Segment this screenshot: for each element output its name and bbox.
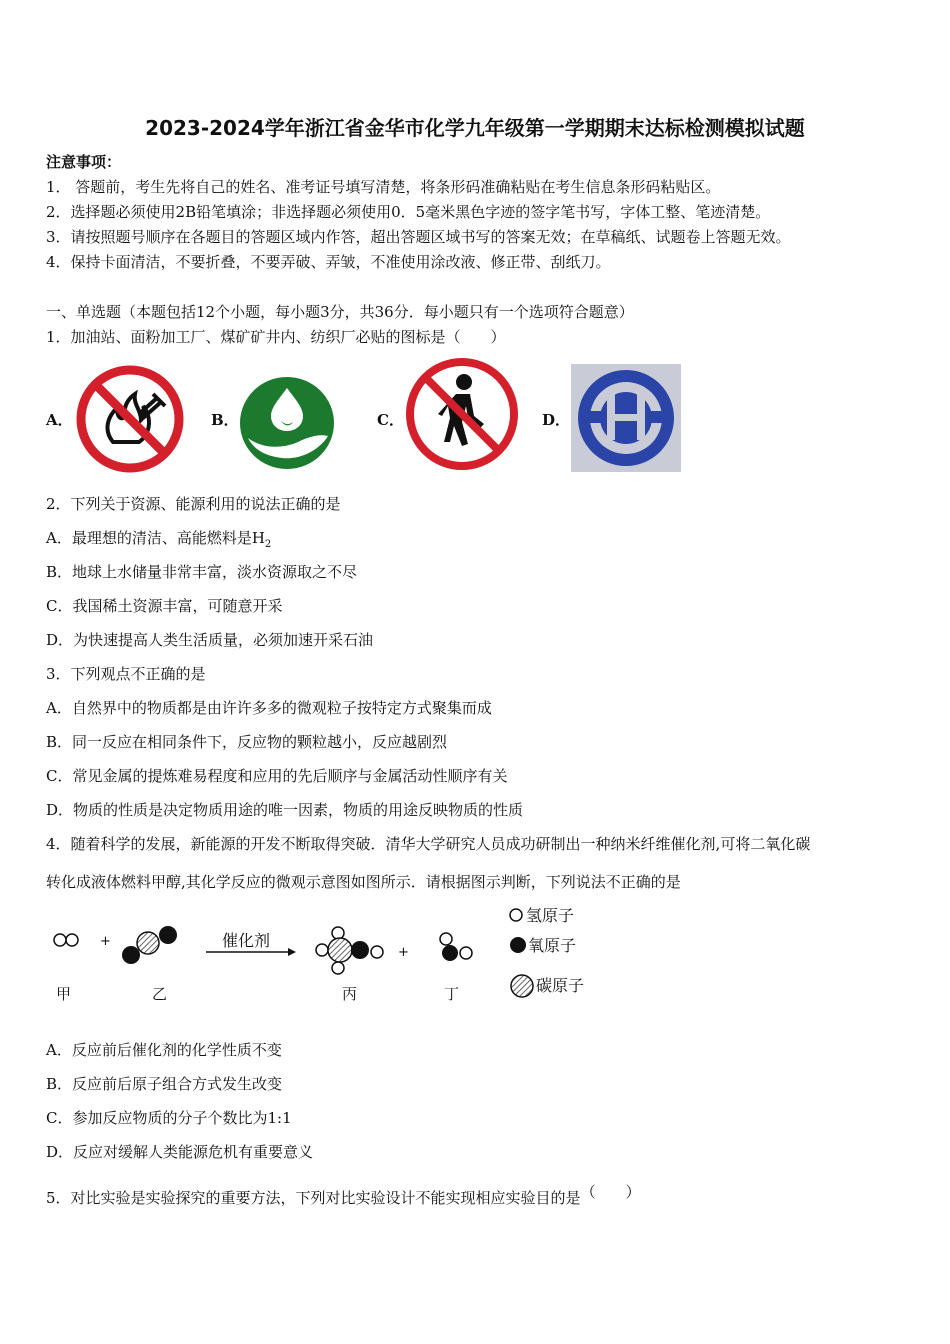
q1-option-b-label: B．: [211, 411, 239, 429]
q2-option-c: C．我国稀土资源丰富，可随意开采: [46, 597, 283, 615]
answer-bracket: （ ）: [580, 1183, 641, 1201]
plus-sign-2: +: [398, 945, 409, 960]
label-bing: 丙: [342, 985, 358, 1003]
question-2-stem: 2．下列关于资源、能源利用的说法正确的是: [46, 495, 341, 513]
label-ding: 丁: [444, 985, 460, 1003]
catalyst-label: 催化剂: [222, 931, 271, 950]
label-yi: 乙: [152, 985, 168, 1003]
q3-option-b: B．同一反应在相同条件下，反应物的颗粒越小，反应越剧烈: [46, 733, 448, 751]
legend: [510, 906, 584, 997]
q1-option-a-label: A．: [46, 411, 73, 429]
q3-option-c: C．常见金属的提炼难易程度和应用的先后顺序与金属活动性顺序有关: [46, 767, 508, 785]
no-pedestrian-icon: [404, 356, 520, 476]
water-saving-icon: [238, 376, 336, 474]
notice-item: 3．请按照题号顺序在各题目的答题区域内作答，超出答题区域书写的答案无效；在草稿纸、试题卷上答题无效。: [46, 228, 791, 246]
reaction-diagram: [44, 900, 624, 1014]
q3-option-a: A．自然界中的物质都是由许许多多的微观粒子按特定方式聚集而成: [46, 699, 492, 717]
question-5-stem: [46, 1183, 641, 1208]
h2-molecule: [54, 934, 78, 946]
co2-molecule: [122, 926, 177, 964]
notice-heading: 注意事项：: [46, 153, 122, 171]
label-jia: 甲: [56, 985, 72, 1003]
q4-option-c: C．参加反应物质的分子个数比为1:1: [46, 1109, 292, 1127]
q4-option-d: D．反应对缓解人类能源危机有重要意义: [46, 1143, 314, 1161]
legend-oxygen: 氧原子: [528, 936, 577, 955]
q4-option-a: A．反应前后催化剂的化学性质不变: [46, 1041, 282, 1059]
question-4-stem-line2: 转化成液体燃料甲醇,其化学反应的微观示意图如图所示．请根据图示判断，下列说法不正确的是: [46, 873, 681, 891]
methanol-molecule: [316, 927, 383, 974]
page-title: 2023-2024学年浙江省金华市化学九年级第一学期期末达标检测模拟试题: [145, 116, 805, 140]
water-molecule: [440, 933, 472, 961]
legend-hydrogen: 氢原子: [526, 906, 575, 925]
q2-option-b: B．地球上水储量非常丰富，淡水资源取之不尽: [46, 563, 358, 581]
section-heading: 一、单选题（本题包括12个小题，每小题3分，共36分．每小题只有一个选项符合题意）: [46, 303, 634, 321]
recycle-icon: [571, 364, 681, 476]
question-1-stem: 1．加油站、面粉加工厂、煤矿矿井内、纺织厂必贴的图标是（ ）: [46, 328, 506, 346]
q1-option-c-label: C．: [377, 411, 404, 429]
notice-item: 2．选择题必须使用2B铅笔填涂；非选择题必须使用0．5毫米黑色字迹的签字笔书写，字体工整、笔迹清楚。: [46, 203, 771, 221]
q2-option-d: D．为快速提高人类生活质量，必须加速开采石油: [46, 631, 374, 649]
notice-item: 4．保持卡面清洁，不要折叠，不要弄破、弄皱，不准使用涂改液、修正带、刮纸刀。: [46, 253, 611, 271]
legend-carbon: 碳原子: [536, 976, 585, 995]
question-4-stem-line1: 4．随着科学的发展，新能源的开发不断取得突破．清华大学研究人员成功研制出一种纳米纤维催化剂,可将二氧化碳: [46, 835, 811, 853]
plus-sign-1: +: [100, 934, 111, 949]
question-3-stem: 3．下列观点不正确的是: [46, 665, 206, 683]
no-fire-icon: [75, 364, 185, 478]
q1-option-d-label: D．: [542, 411, 571, 429]
q2-option-a: [46, 528, 271, 555]
q3-option-d: D．物质的性质是决定物质用途的唯一因素，物质的用途反映物质的性质: [46, 801, 524, 819]
q2-option-a-subscript: 2: [264, 539, 272, 550]
q2-option-a-text: A．最理想的清洁、高能燃料是H: [46, 529, 265, 547]
notice-item: 1． 答题前，考生先将自己的姓名、准考证号填写清楚，将条形码准确粘贴在考生信息条形码粘贴区。: [46, 178, 721, 196]
q4-option-b: B．反应前后原子组合方式发生改变: [46, 1075, 283, 1093]
question-5-text: 5．对比实验是实验探究的重要方法，下列对比实验设计不能实现相应实验目的是: [46, 1189, 581, 1207]
